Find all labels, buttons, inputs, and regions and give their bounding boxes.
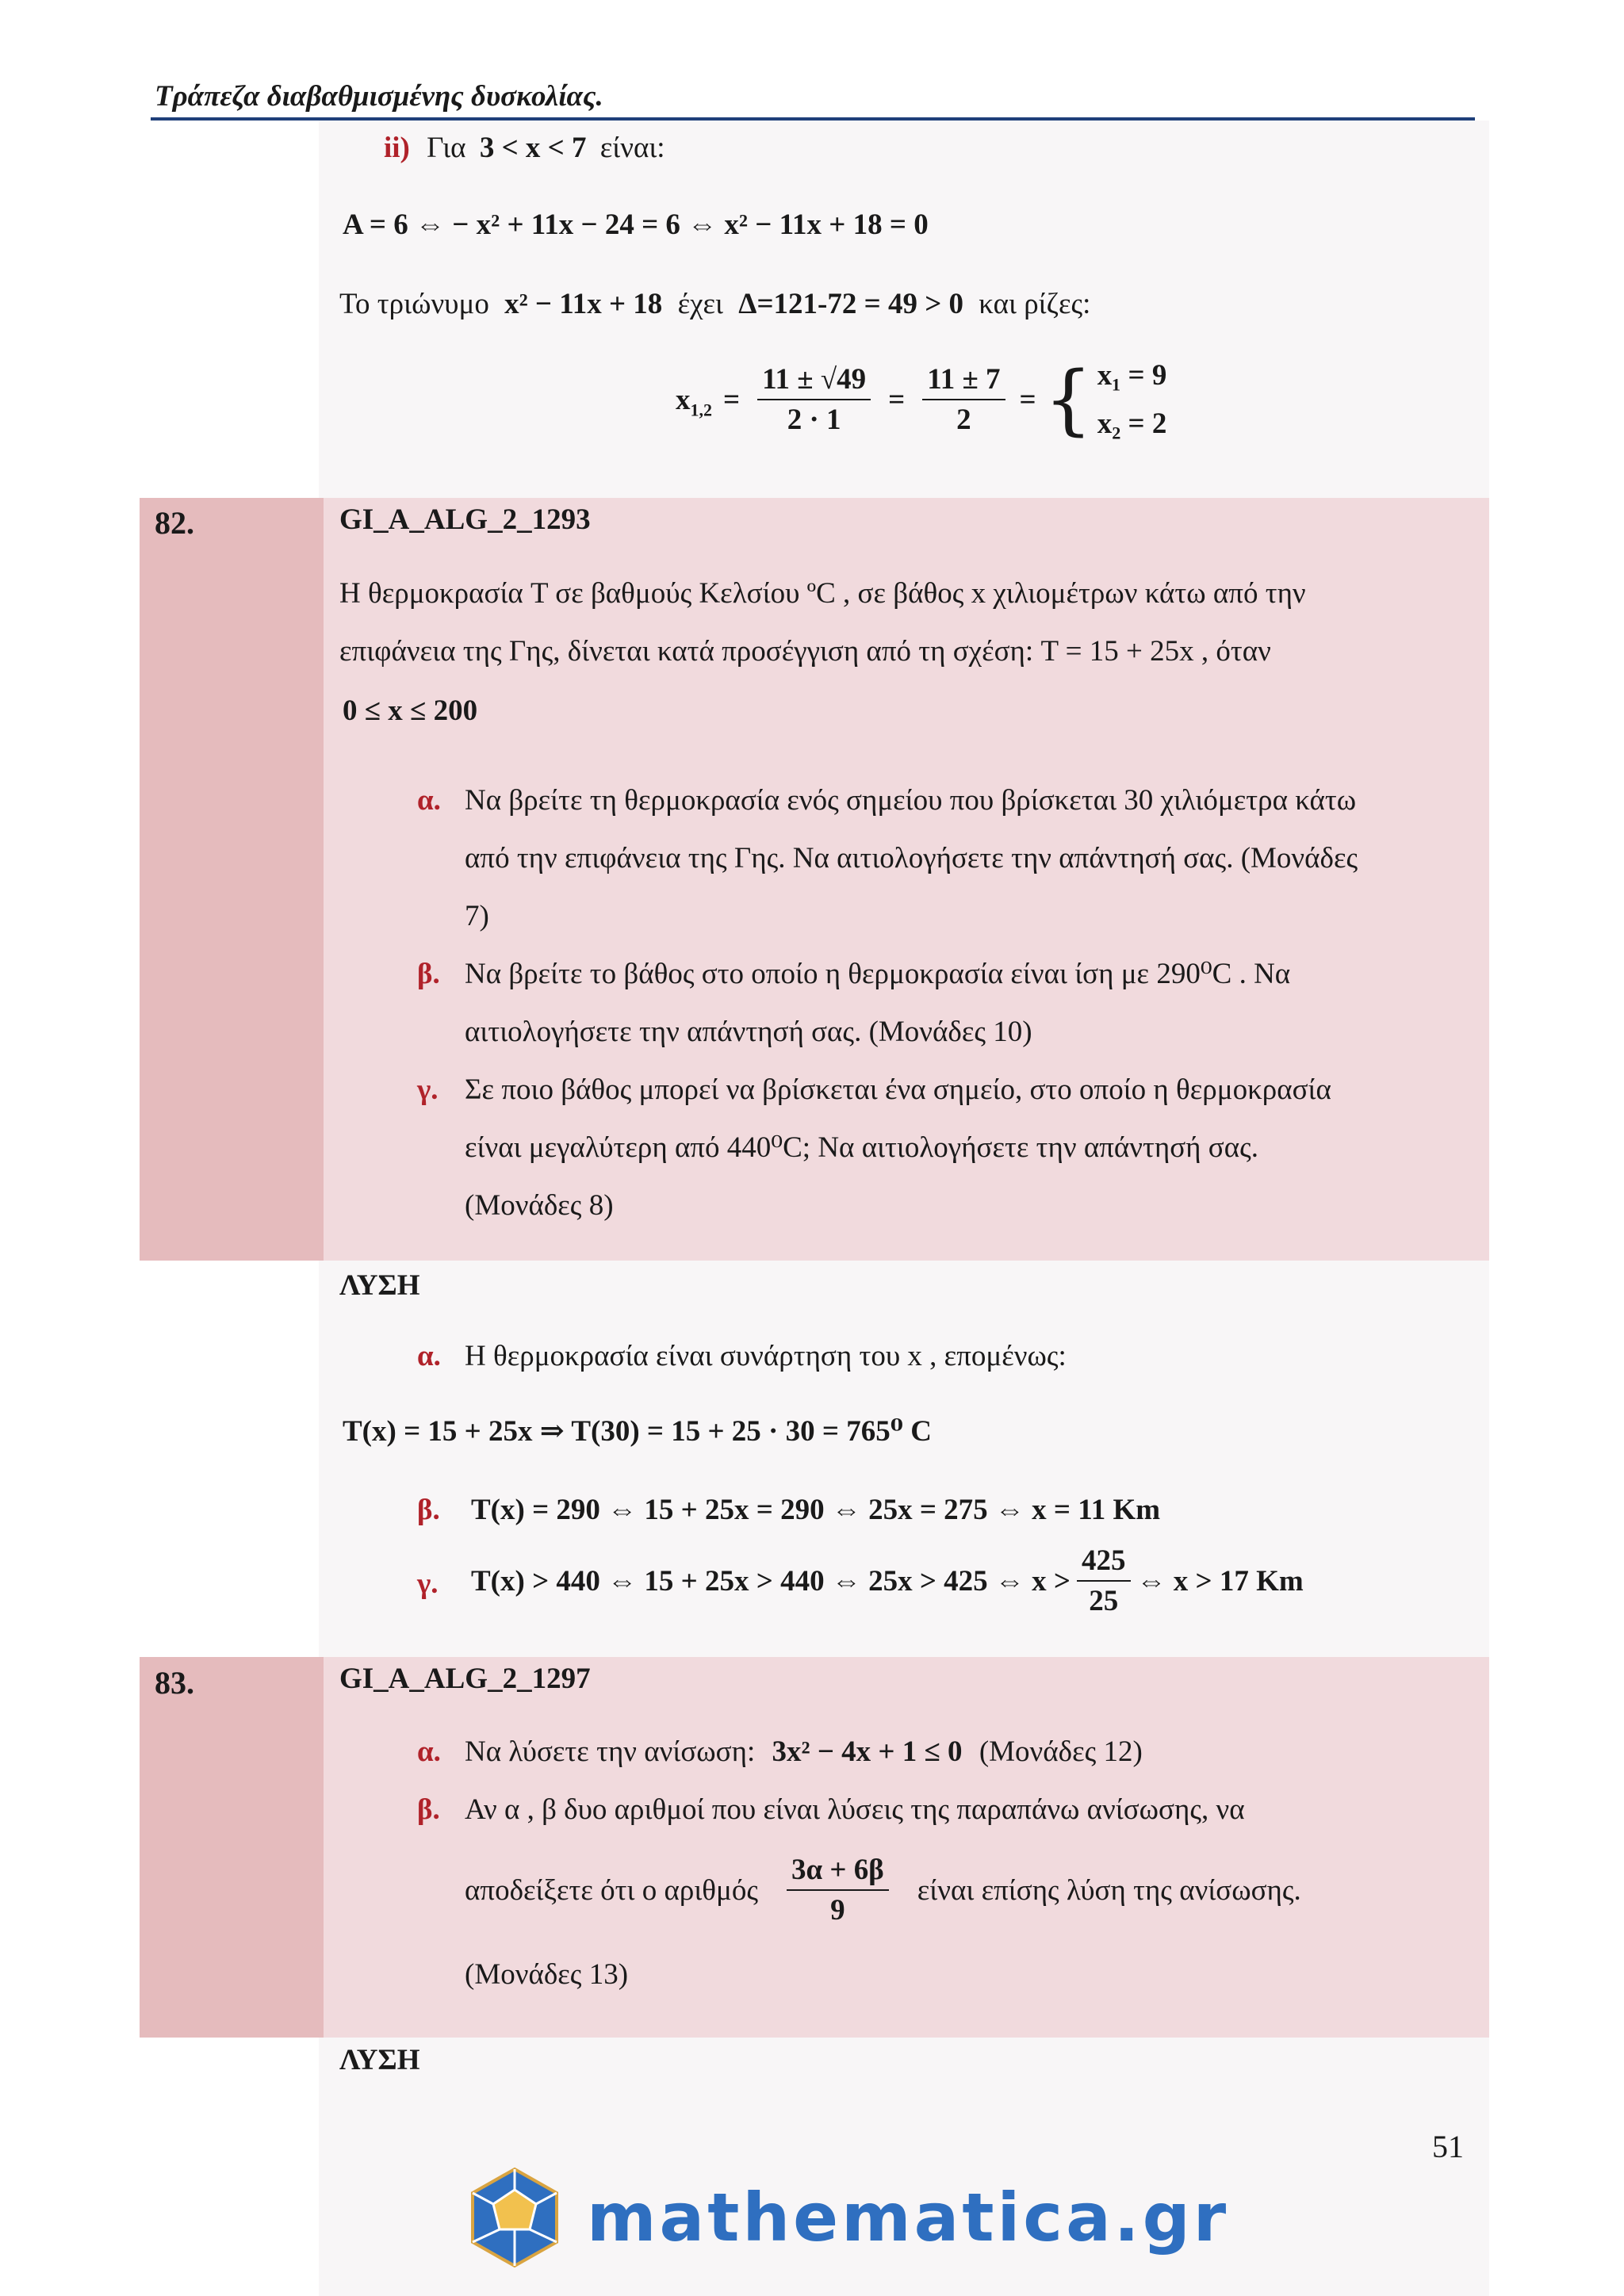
item-label: β. <box>417 958 440 990</box>
question-b-line2: αποδείξετε ότι ο αριθμός $\frac{3\alpha + 6\beta}{9}$ είναι επίσης λύση της ανίσωσης. <box>465 1854 1301 1927</box>
roots-cases: x₁ = 9 x₂ = 2 <box>1097 359 1167 440</box>
exercise-83-number-cell <box>140 1657 324 2038</box>
fraction: $\frac{11 \pm 7}{2}$ <box>922 365 1005 434</box>
running-header: Τράπεζα διαβαθμισμένης δυσκολίας. <box>155 80 603 113</box>
item-label: β. <box>417 1793 440 1826</box>
roots-formula: $x_{1,2}$ = $\frac{11 \pm √49}{2 \cdot 1}$ = $\frac{11 \pm 7}{2}$ = { x₁ = 9 x₂ = 2 <box>676 355 1167 444</box>
question-b-line3: (Μονάδες 13) <box>465 1958 629 1991</box>
left-brace: { <box>1044 355 1093 444</box>
item-label: β. <box>417 1494 440 1526</box>
question-a-line1: Να βρείτε τη θερμοκρασία ενός σημείου που βρίσκεται 30 χιλιόμετρα κάτω <box>465 784 1357 817</box>
exercise-82-number-cell <box>140 498 324 1261</box>
exercise-code: GI_A_ALG_2_1297 <box>339 1663 591 1695</box>
item-label: γ. <box>417 1567 439 1600</box>
polyhedron-icon <box>463 2166 566 2269</box>
question-c-line2: είναι μεγαλύτερη από 440⁰C; Να αιτιολογήσετε την απάντησή σας. <box>465 1131 1259 1164</box>
exercise-code: GI_A_ALG_2_1293 <box>339 503 591 536</box>
question-b-line1: Να βρείτε το βάθος στο οποίο η θερμοκρασία είναι ίση με 290⁰C . Να <box>465 958 1291 990</box>
question-b-line2: αιτιολογήσετε την απάντησή σας. (Μονάδες 10) <box>465 1016 1032 1048</box>
solution-b-equation: T(x) = 290 ⇔ 15 + 25x = 290 ⇔ 25x = 275 ⇔ x = 11 Km <box>471 1494 1161 1526</box>
logo-text: mathematica.gr <box>587 2179 1230 2256</box>
equation-a-equals-6: A = 6 ⇔ − x² + 11x − 24 = 6 ⇔ x² − 11x + 18 = 0 <box>343 209 929 241</box>
exercise-number: 82. <box>155 505 194 541</box>
fraction: $\frac{425}{25}$ <box>1077 1546 1131 1616</box>
question-a-line3: 7) <box>465 900 489 932</box>
exercise-82-domain: 0 ≤ x ≤ 200 <box>343 695 478 727</box>
exercise-number: 83. <box>155 1665 194 1701</box>
fraction: $\frac{11 \pm √49}{2 \cdot 1}$ <box>757 365 871 434</box>
item-label: α. <box>417 1340 441 1372</box>
solution-heading: ΛΥΣΗ <box>339 2044 420 2076</box>
item-label: α. <box>417 1735 441 1768</box>
question-b-line1: Αν α , β δυο αριθμοί που είναι λύσεις της παραπάνω ανίσωσης, να <box>465 1793 1245 1826</box>
solution-heading: ΛΥΣΗ <box>339 1269 420 1302</box>
solution-a-equation: T(x) = 15 + 25x ⇒ T(30) = 15 + 25 · 30 = 765⁰ C <box>343 1415 932 1448</box>
exercise-82-statement-line1: Η θερμοκρασία T σε βαθμούς Κελσίου ºC , σε βάθος x χιλιομέτρων κάτω από την <box>339 577 1306 610</box>
fraction: $\frac{3\alpha + 6\beta}{9}$ <box>787 1855 889 1925</box>
item-label: α. <box>417 784 441 817</box>
question-a-line: Να λύσετε την ανίσωση: 3x² − 4x + 1 ≤ 0 (Μονάδες 12) <box>465 1735 1143 1768</box>
item-label: ii) <box>384 132 410 164</box>
mathematica-logo <box>463 2166 1256 2269</box>
question-a-line2: από την επιφάνεια της Γης. Να αιτιολογήσετε την απάντησή σας. (Μονάδες <box>465 842 1358 874</box>
intro-condition: ii) Για 3 < x < 7 είναι: <box>384 132 665 164</box>
exercise-82-statement-line2: επιφάνεια της Γης, δίνεται κατά προσέγγιση από τη σχέση: T = 15 + 25x , όταν <box>339 635 1271 668</box>
item-label: γ. <box>417 1073 439 1106</box>
solution-a-text: Η θερμοκρασία είναι συνάρτηση του x , επομένως: <box>465 1340 1067 1372</box>
question-c-line3: (Μονάδες 8) <box>465 1189 614 1222</box>
solution-c-equation: T(x) > 440 ⇔ 15 + 25x > 440 ⇔ 25x > 425 ⇔ x > $\frac{425}{25}$ ⇔ x > 17 Km <box>471 1544 1304 1617</box>
trinomial-statement: Το τριώνυμο x² − 11x + 18 έχει Δ=121-72 = 49 > 0 και ρίζες: <box>339 288 1091 320</box>
page-number: 51 <box>1432 2129 1464 2164</box>
question-c-line1: Σε ποιο βάθος μπορεί να βρίσκεται ένα σημείο, στο οποίο η θερμοκρασία <box>465 1073 1331 1106</box>
